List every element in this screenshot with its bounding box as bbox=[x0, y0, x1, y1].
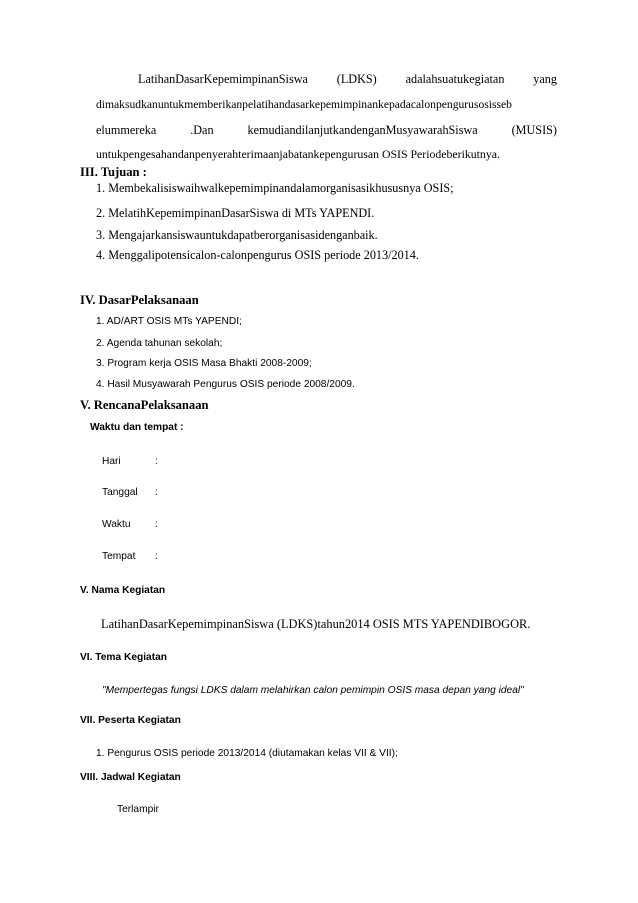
section-heading-dasar: IV. DasarPelaksanaan bbox=[80, 293, 199, 307]
tujuan-item: 4. Menggalipotensicalon-calonpengurus OSIS periode 2013/2014. bbox=[96, 248, 419, 262]
peserta-item: 1. Pengurus OSIS periode 2013/2014 (diutamakan kelas VII & VII); bbox=[96, 748, 398, 759]
tujuan-item: 3. Mengajarkansiswauntukdapatberorganisasidenganbaik. bbox=[96, 228, 378, 242]
tujuan-item: 2. MelatihKepemimpinanDasarSiswa di MTs YAPENDI. bbox=[96, 206, 375, 220]
rencana-colon: : bbox=[155, 519, 158, 530]
dasar-item: 1. AD/ART OSIS MTs YAPENDI; bbox=[96, 316, 242, 327]
intro-word: elummereka bbox=[96, 123, 157, 137]
rencana-label-waktu: Waktu bbox=[102, 519, 131, 530]
rencana-colon: : bbox=[155, 551, 158, 562]
rencana-label-hari: Hari bbox=[102, 456, 121, 467]
nama-kegiatan-text: LatihanDasarKepemimpinanSiswa (LDKS)tahun2014 OSIS MTS YAPENDIBOGOR. bbox=[101, 617, 531, 631]
intro-word: (MUSIS) bbox=[511, 123, 557, 137]
intro-word: (LDKS) bbox=[336, 72, 377, 86]
intro-line-3 bbox=[96, 123, 557, 138]
rencana-subheading: Waktu dan tempat : bbox=[90, 422, 184, 433]
section-heading-tema: VI. Tema Kegiatan bbox=[80, 652, 167, 663]
tema-kegiatan-text: "Mempertegas fungsi LDKS dalam melahirkan calon pemimpin OSIS masa depan yang ideal" bbox=[102, 685, 524, 696]
section-heading-peserta: VII. Peserta Kegiatan bbox=[80, 715, 181, 726]
dasar-item: 2. Agenda tahunan sekolah; bbox=[96, 338, 223, 349]
intro-line-1 bbox=[138, 72, 557, 87]
section-heading-nama: V. Nama Kegiatan bbox=[80, 585, 166, 596]
intro-line-4: untukpengesahandanpenyerahterimaanjabatankepengurusan OSIS Periodeberikutnya. bbox=[96, 147, 500, 161]
tujuan-item: 1. Membekalisiswaihwalkepemimpinandalamorganisasikhususnya OSIS; bbox=[96, 181, 454, 195]
section-heading-rencana: V. RencanaPelaksanaan bbox=[80, 398, 209, 412]
rencana-label-tanggal: Tanggal bbox=[102, 487, 138, 498]
intro-word: adalahsuatukegiatan bbox=[405, 72, 505, 86]
intro-word: yang bbox=[533, 72, 557, 86]
dasar-item: 3. Program kerja OSIS Masa Bhakti 2008-2009; bbox=[96, 358, 312, 369]
section-heading-tujuan: III. Tujuan : bbox=[80, 165, 147, 179]
intro-word: kemudiandilanjutkandenganMusyawarahSiswa bbox=[247, 123, 478, 137]
section-heading-jadwal: VIII. Jadwal Kegiatan bbox=[80, 772, 181, 783]
intro-line-2: dimaksudkanuntukmemberikanpelatihandasarkepemimpinankepadacalonpengurusosisseb bbox=[96, 98, 512, 111]
rencana-label-tempat: Tempat bbox=[102, 551, 136, 562]
rencana-colon: : bbox=[155, 487, 158, 498]
jadwal-text: Terlampir bbox=[117, 804, 159, 815]
intro-word: LatihanDasarKepemimpinanSiswa bbox=[138, 72, 308, 86]
rencana-colon: : bbox=[155, 456, 158, 467]
intro-word: .Dan bbox=[190, 123, 214, 137]
dasar-item: 4. Hasil Musyawarah Pengurus OSIS periode 2008/2009. bbox=[96, 379, 355, 390]
